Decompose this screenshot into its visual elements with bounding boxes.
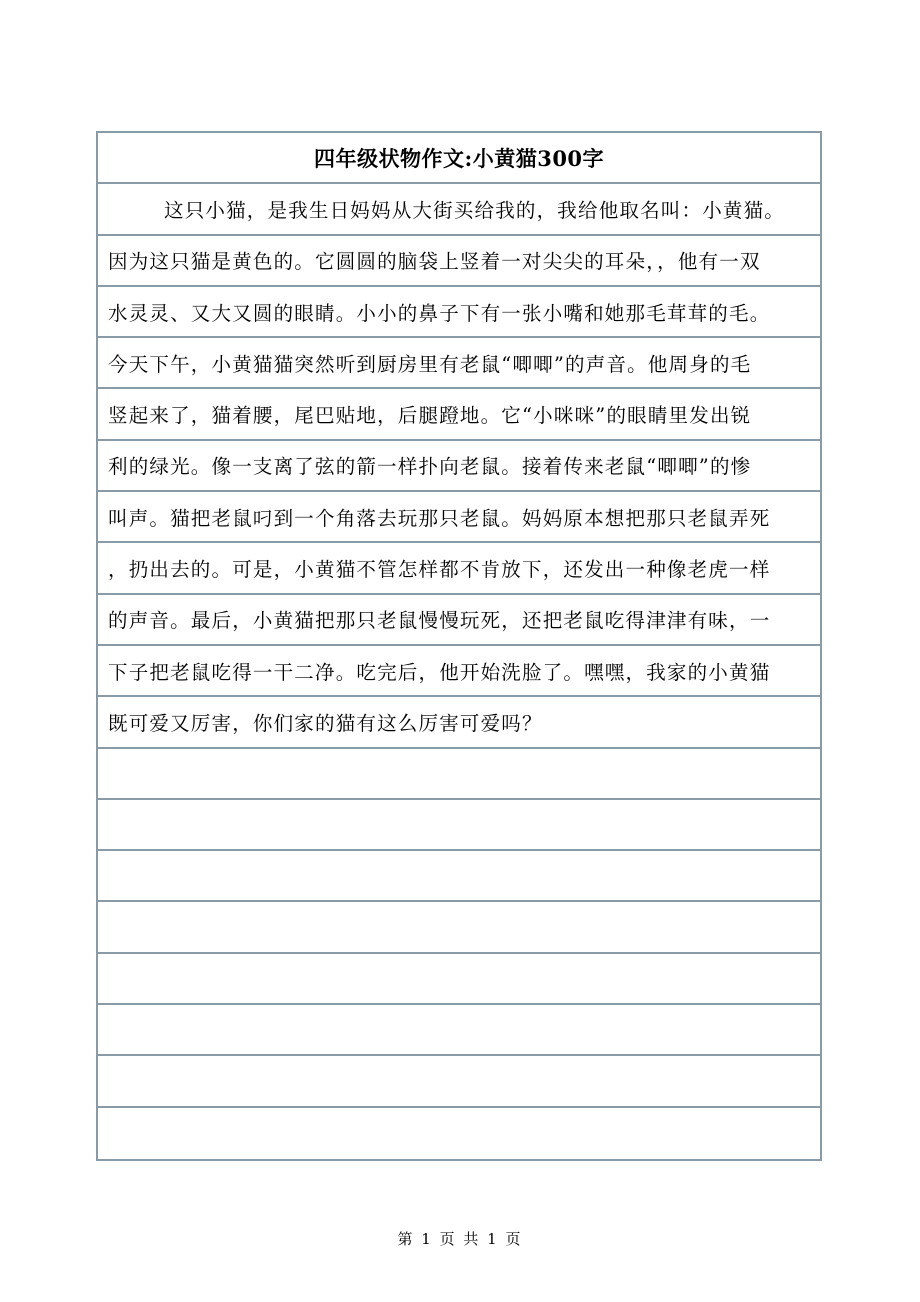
text-line-2 (98, 236, 820, 287)
text-line-10 (98, 646, 820, 697)
text-line-5 (98, 389, 820, 440)
page-number: 第 1 页 共 1 页 (397, 1230, 523, 1248)
text-line-9 (98, 595, 820, 646)
text-line-content: 的声音。最后，小黄猫把那只老鼠慢慢玩死，还把老鼠吃得津津有味，一 (108, 609, 771, 633)
text-line-11 (98, 697, 820, 748)
text-line-7 (98, 492, 820, 543)
text-line-content: 今天下午，小黄猫猫突然听到厨房里有老鼠“唧唧”的声音。他周身的毛 (108, 352, 752, 376)
text-line-content: 下子把老鼠吃得一干二净。吃完后，他开始洗脸了。嘿嘿，我家的小黄猫 (108, 660, 771, 684)
text-line-6 (98, 441, 820, 492)
blank-line (98, 1056, 820, 1107)
text-line-1 (98, 184, 820, 235)
text-line-content: 叫声。猫把老鼠叼到一个角落去玩那只老鼠。妈妈原本想把那只老鼠弄死 (108, 506, 771, 530)
text-line-content: 这只小猫，是我生日妈妈从大街买给我的，我给他取名叫：小黄猫。 (164, 198, 786, 222)
text-line-content: 水灵灵、又大又圆的眼睛。小小的鼻子下有一张小嘴和她那毛茸茸的毛。 (108, 301, 771, 325)
blank-line (98, 902, 820, 953)
blank-line (98, 1005, 820, 1056)
blank-line (98, 749, 820, 800)
blank-line (98, 851, 820, 902)
essay-title: 四年级状物作文:小黄猫300字 (313, 145, 605, 171)
essay-title-row (98, 133, 820, 184)
text-line-content: 因为这只猫是黄色的。它圆圆的脑袋上竖着一对尖尖的耳朵，，他有一双 (108, 250, 761, 274)
blank-line (98, 954, 820, 1005)
writing-sheet (96, 131, 822, 1161)
blank-line (98, 800, 820, 851)
text-line-8 (98, 543, 820, 594)
text-line-3 (98, 287, 820, 338)
text-line-content: 竖起来了，猫着腰，尾巴贴地，后腿蹬地。它“小咪咪”的眼睛里发出锐 (108, 404, 752, 428)
text-line-content: 既可爱又厉害，你们家的猫有这么厉害可爱吗？ (108, 711, 543, 735)
text-line-content: ，扔出去的。可是，小黄猫不管怎样都不肯放下，还发出一种像老虎一样 (108, 558, 771, 582)
text-line-4 (98, 338, 820, 389)
blank-line (98, 1108, 820, 1159)
text-line-content: 利的绿光。像一支离了弦的箭一样扑向老鼠。接着传来老鼠“唧唧”的惨 (108, 455, 752, 479)
